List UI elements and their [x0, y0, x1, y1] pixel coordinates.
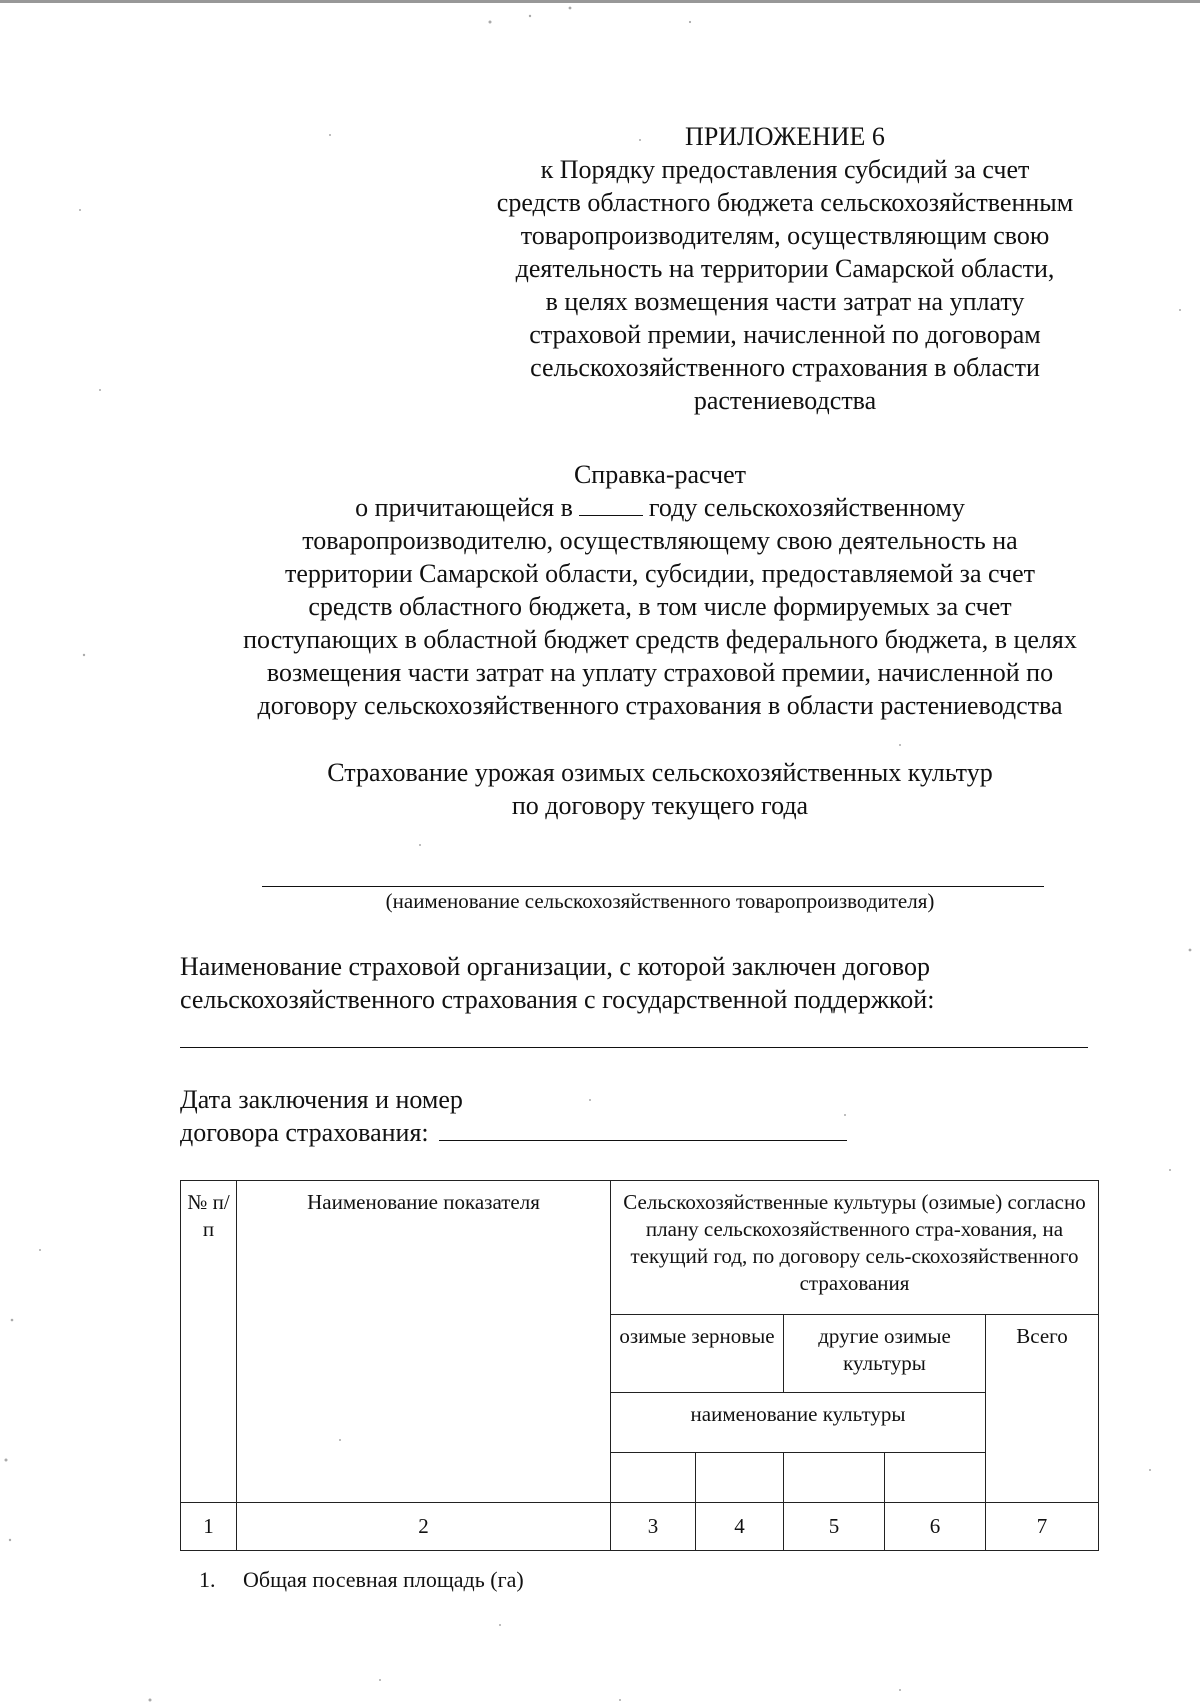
year-blank-field[interactable]: [579, 493, 643, 516]
header-winter-grain: озимые зерновые: [611, 1315, 784, 1393]
crop-name-cell[interactable]: [611, 1453, 696, 1503]
column-number: 1: [181, 1503, 237, 1551]
insurance-line: по договору текущего года: [511, 791, 809, 820]
appendix-line: товаропроизводителям, осуществляющим свою: [520, 221, 1050, 250]
insurer-label-line: сельскохозяйственного страхования с государственной поддержкой:: [180, 985, 935, 1014]
title-line-1-before: о причитающейся в: [355, 493, 573, 522]
contract-blank-field[interactable]: [439, 1116, 847, 1141]
crop-name-cell[interactable]: [885, 1453, 986, 1503]
insurance-line: Страхование урожая озимых сельскохозяйственных культур: [327, 758, 993, 787]
column-number: 6: [885, 1503, 986, 1551]
header-indicator-name: Наименование показателя: [237, 1181, 611, 1503]
appendix-line: сельскохозяйственного страхования в области: [530, 353, 1040, 382]
contract-label-line-1: Дата заключения и номер: [180, 1085, 463, 1114]
header-num: № п/п: [181, 1181, 237, 1503]
insurer-label: [180, 950, 1120, 1016]
list-item: [199, 1566, 524, 1594]
title-line: средств областного бюджета, в том числе формируемых за счет: [308, 592, 1012, 621]
column-number: 2: [237, 1503, 611, 1551]
producer-name-blank[interactable]: [262, 886, 1044, 887]
producer-caption: (наименование сельскохозяйственного товаропроизводителя): [385, 889, 935, 913]
title-heading: Справка-расчет: [573, 460, 747, 489]
row-label: Общая посевная площадь (га): [243, 1567, 524, 1592]
appendix-line: страховой премии, начисленной по договорам: [529, 320, 1041, 349]
header-crop-name: наименование культуры: [611, 1393, 986, 1453]
column-number: 3: [611, 1503, 696, 1551]
contract-label-line-2: [180, 1116, 1080, 1149]
appendix-heading: ПРИЛОЖЕНИЕ 6: [685, 122, 885, 151]
appendix-line: растениеводства: [693, 386, 877, 415]
subsidy-table: [180, 1180, 1099, 1551]
title-line-1: [180, 491, 1140, 524]
title-line: договору сельскохозяйственного страхования в области растениеводства: [257, 691, 1063, 720]
column-number: 4: [696, 1503, 784, 1551]
appendix-line: к Порядку предоставления субсидий за счет: [540, 155, 1030, 184]
insurer-name-blank[interactable]: [180, 1047, 1088, 1048]
appendix-line: в целях возмещения части затрат на уплату: [545, 287, 1025, 316]
appendix-line: деятельность на территории Самарской области,: [515, 254, 1055, 283]
title-line: территории Самарской области, субсидии, предоставляемой за счет: [285, 559, 1035, 588]
title-line: возмещения части затрат на уплату страховой премии, начисленной по: [266, 658, 1054, 687]
scan-edge-line: [0, 0, 1200, 3]
column-number: 5: [784, 1503, 885, 1551]
title-line: товаропроизводителю, осуществляющему свою деятельность на: [302, 526, 1018, 555]
title-line: поступающих в областной бюджет средств федерального бюджета, в целях: [243, 625, 1077, 654]
crop-name-cell[interactable]: [696, 1453, 784, 1503]
crop-name-cell[interactable]: [784, 1453, 885, 1503]
insurer-label-line: Наименование страховой организации, с которой заключен договор: [180, 952, 931, 981]
appendix-block: [450, 120, 1120, 417]
title-line-1-after: году сельскохозяйственному: [648, 493, 965, 522]
header-other-winter-crops: другие озимые культуры: [784, 1315, 986, 1393]
header-total: Всего: [986, 1315, 1099, 1503]
contract-block: [180, 1083, 1080, 1149]
insurance-subtitle: [180, 756, 1140, 822]
contract-label-text: договора страхования:: [180, 1118, 429, 1147]
appendix-line: средств областного бюджета сельскохозяйственным: [496, 188, 1074, 217]
title-block: [180, 458, 1140, 722]
column-number: 7: [986, 1503, 1099, 1551]
header-crops: Сельскохозяйственные культуры (озимые) согласно плану сельскохозяйственного стра-хования, на текущий год, по договору сель-скохозяйственного страхования: [611, 1181, 1099, 1315]
row-number: 1.: [199, 1567, 216, 1592]
